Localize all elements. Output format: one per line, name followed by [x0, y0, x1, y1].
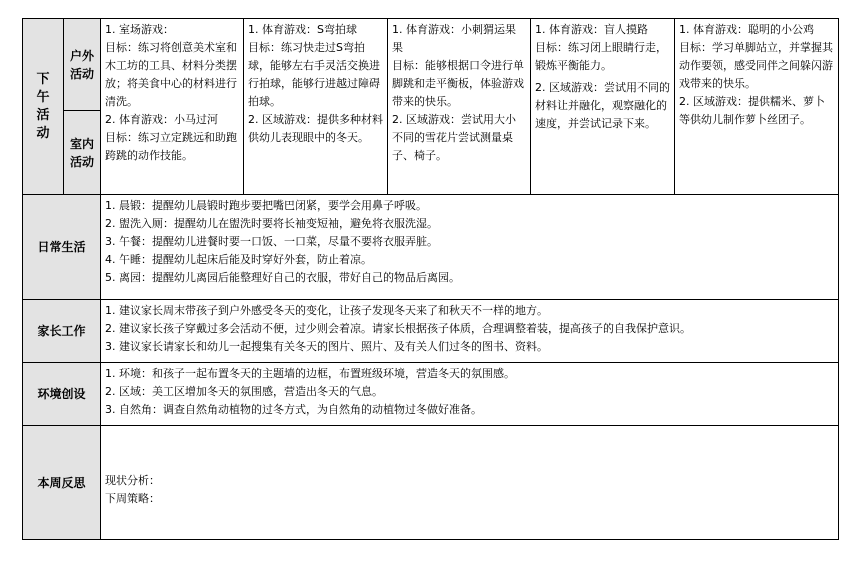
afternoon-col-1-line-2: 目标：练习将创意美术室和木工坊的工具、材料分类摆放；将美食中心的材料进行清洗。: [105, 41, 237, 108]
indoor-activities-label: [64, 111, 101, 195]
indoor-label: 室内活动: [69, 136, 94, 169]
afternoon-col-5-line-3: 2. 区域游戏：提供糯米、萝卜等供幼儿制作萝卜丝团子。: [679, 95, 825, 126]
afternoon-col-4-line-1: 1. 体育游戏：盲人摸路: [535, 23, 648, 36]
afternoon-col-3: [388, 19, 531, 195]
afternoon-col-2-line-3: 2. 区域游戏：提供多种材料供幼儿表现眼中的冬天。: [248, 113, 383, 144]
afternoon-col-5-line-2: 目标：学习单脚站立，并掌握其动作要领，感受同伴之间躲闪游戏带来的快乐。: [679, 41, 833, 90]
environment-content: [101, 363, 839, 426]
weekly-plan-table: [22, 18, 839, 540]
environment-item-3: 3. 自然角：调查自然角动植物的过冬方式，为自然角的动植物过冬做好准备。: [105, 403, 482, 416]
daily-item-1: 1. 晨锻：提醒幼儿晨锻时跑步要把嘴巴闭紧，要学会用鼻子呼吸。: [105, 199, 427, 212]
afternoon-col-5-line-1: 1. 体育游戏：聪明的小公鸡: [679, 23, 814, 36]
afternoon-col-1-line-3: 2. 体育游戏：小马过河: [105, 113, 218, 126]
outdoor-activities-label: [64, 19, 101, 111]
environment-item-2: 2. 区域：美工区增加冬天的氛围感，营造出冬天的气息。: [105, 385, 383, 398]
afternoon-activities-header: [23, 19, 64, 195]
daily-item-3: 3. 午餐：提醒幼儿进餐时要一口饭、一口菜，尽量不要将衣服弄脏。: [105, 235, 438, 248]
afternoon-col-4-line-2: 目标：练习闭上眼睛行走，锻炼平衡能力。: [535, 41, 667, 72]
afternoon-col-2: [244, 19, 388, 195]
daily-life-header: [23, 195, 101, 300]
afternoon-col-3-line-3: 2. 区域游戏：尝试用大小不同的雪花片尝试测量桌子、椅子。: [392, 113, 516, 162]
parents-item-1: 1. 建议家长周末带孩子到户外感受冬天的变化，让孩子发现冬天来了和秋天不一样的地方。: [105, 304, 548, 317]
parents-work-title: 家长工作: [37, 324, 86, 338]
parents-work-header: [23, 300, 101, 363]
afternoon-col-5: [675, 19, 839, 195]
daily-item-4: 4. 午睡：提醒幼儿起床后能及时穿好外套，防止着凉。: [105, 253, 372, 266]
reflection-content: [101, 426, 839, 540]
afternoon-col-1: [101, 19, 244, 195]
afternoon-col-4: [531, 19, 675, 195]
afternoon-col-3-line-1: 1. 体育游戏：小刺猬运果果: [392, 23, 516, 54]
reflection-header: [23, 426, 101, 540]
afternoon-col-1-line-1: 1. 室场游戏：: [105, 23, 174, 36]
daily-life-title: 日常生活: [37, 240, 86, 254]
environment-title: 环境创设: [37, 387, 86, 401]
parents-work-content: [101, 300, 839, 363]
reflection-title: 本周反思: [37, 475, 86, 490]
daily-item-5: 5. 离园：提醒幼儿离园后能整理好自己的衣服，带好自己的物品后离园。: [105, 271, 460, 284]
parents-item-3: 3. 建议家长请家长和幼儿一起搜集有关冬天的图片、照片、及有关人们过冬的图书、资料。: [105, 340, 548, 353]
afternoon-col-2-line-2: 目标：练习快走过S弯拍球，能够左右手灵活交换进行拍球，能够行进越过障碍拍球。: [248, 41, 380, 108]
parents-item-2: 2. 建议家长孩子穿戴过多会活动不便，过少则会着凉。请家长根据孩子体质，合理调整着装，提高孩子的自我保护意识。: [105, 322, 691, 335]
outdoor-label: 户外活动: [69, 48, 94, 81]
afternoon-col-3-line-2: 目标：能够根据口令进行单脚跳和走平衡板，体验游戏带来的快乐。: [392, 59, 524, 108]
daily-item-2: 2. 盥洗入厕：提醒幼儿在盥洗时要将长袖变短袖，避免将衣服洗湿。: [105, 217, 438, 230]
strategy-label: 下周策略：: [105, 491, 160, 505]
analysis-label: 现状分析：: [105, 473, 160, 487]
environment-header: [23, 363, 101, 426]
afternoon-title: 下午活动: [36, 71, 50, 141]
afternoon-col-4-line-3: 2. 区域游戏：尝试用不同的材料让并融化，观察融化的速度，并尝试记录下来。: [535, 81, 670, 130]
afternoon-col-1-line-4: 目标：练习立定跳远和助跑跨跳的动作技能。: [105, 131, 237, 162]
daily-life-content: [101, 195, 839, 300]
environment-item-1: 1. 环境：和孩子一起布置冬天的主题墙的边框，布置班级环境，营造冬天的氛围感。: [105, 367, 515, 380]
afternoon-col-2-line-1: 1. 体育游戏：S弯拍球: [248, 23, 357, 36]
